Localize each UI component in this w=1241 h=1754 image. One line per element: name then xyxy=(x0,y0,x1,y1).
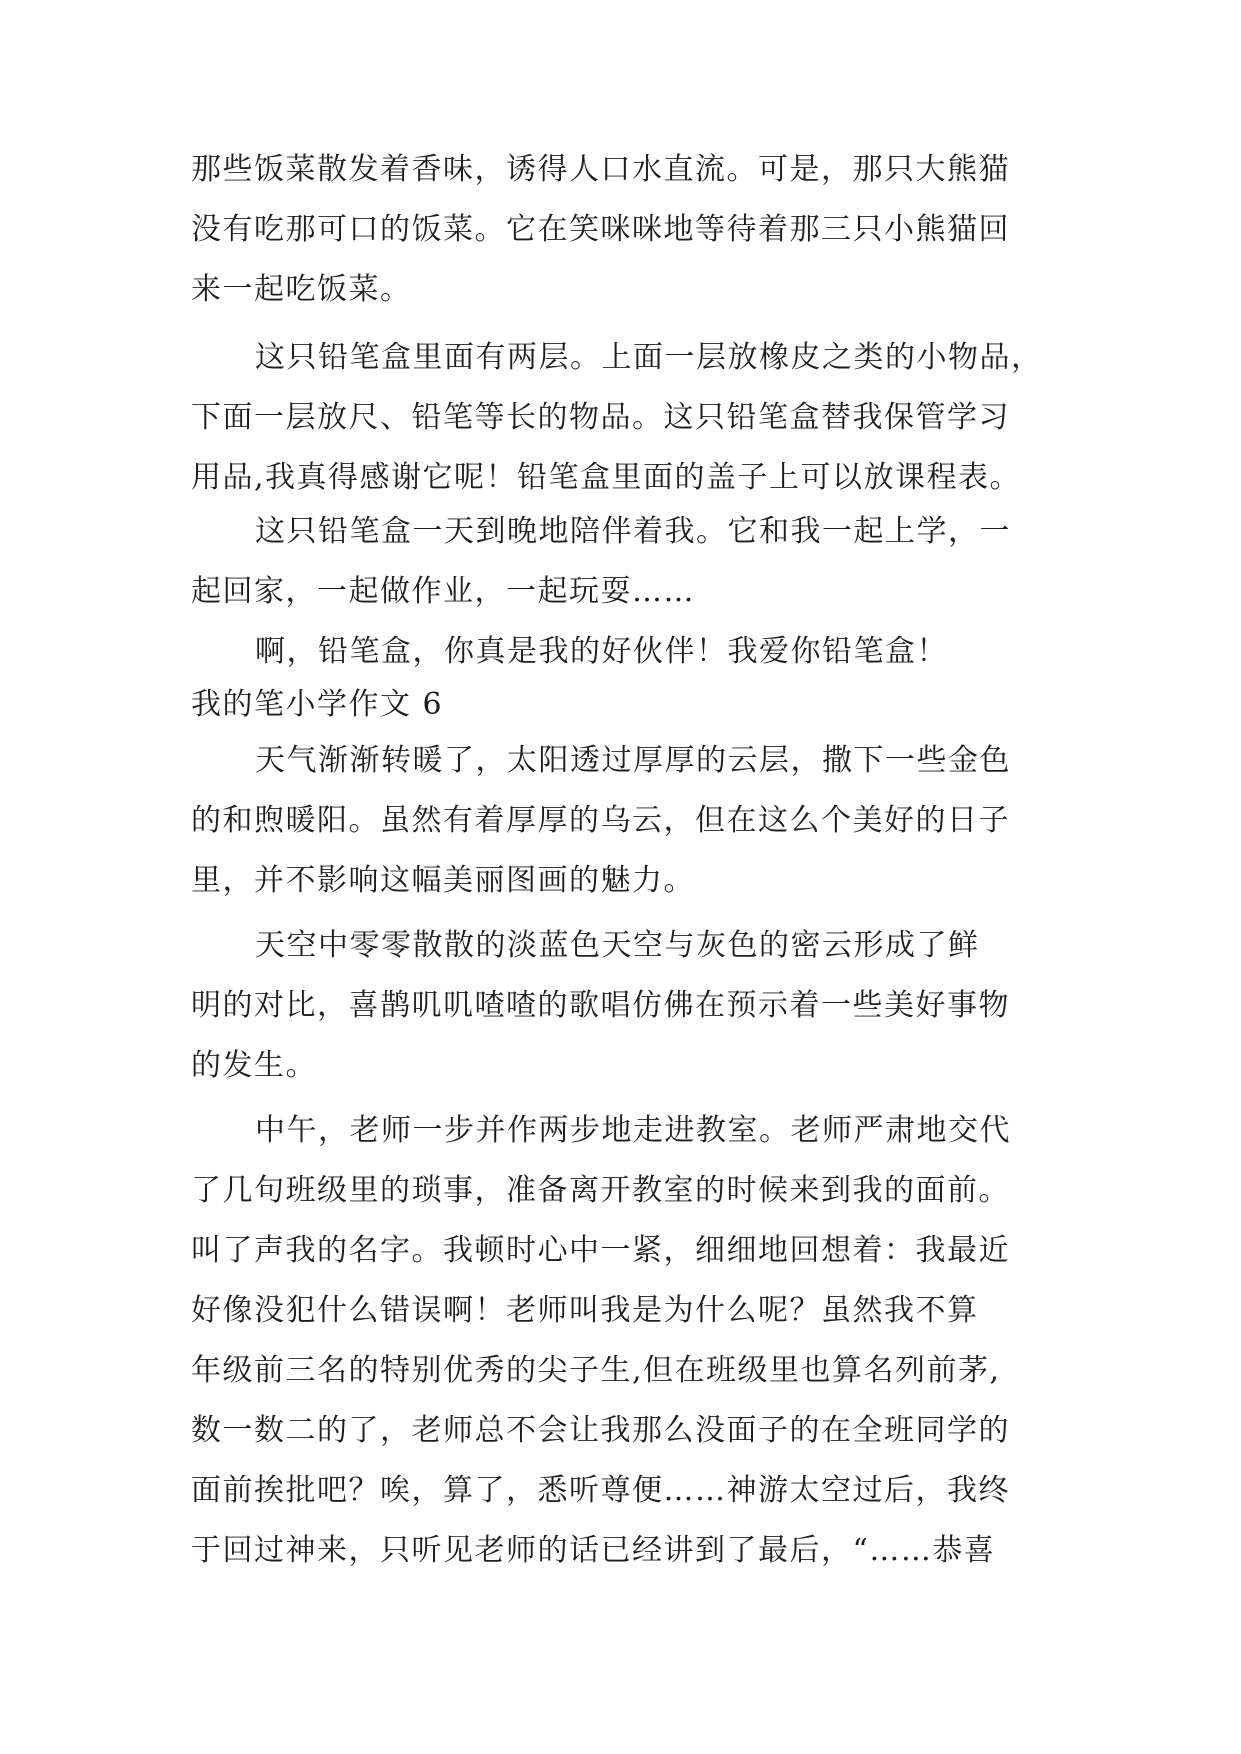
paragraph-first-line: 中午，老师一步并作两步地走进教室。老师严肃地交代 xyxy=(255,1113,1011,1148)
text-line: 起回家，一起做作业，一起玩耍…… xyxy=(191,574,695,609)
text-line: 于回过神来，只听见老师的话已经讲到了最后，“……恭喜 xyxy=(191,1533,996,1568)
text-line: 里，并不影响这幅美丽图画的魅力。 xyxy=(191,863,695,898)
section-heading: 我的笔小学作文 6 xyxy=(191,687,444,722)
text-line: 明的对比，喜鹊叽叽喳喳的歌唱仿佛在预示着一些美好事物 xyxy=(191,988,1010,1023)
text-line: 的发生。 xyxy=(191,1048,317,1083)
text-line: 叫了声我的名字。我顿时心中一紧，细细地回想着：我最近 xyxy=(191,1233,1010,1268)
text-line: 年级前三名的特别优秀的尖子生,但在班级里也算名列前茅, xyxy=(191,1353,1001,1388)
text-line: 好像没犯什么错误啊！老师叫我是为什么呢？虽然我不算 xyxy=(191,1293,979,1328)
text-line: 用品,我真得感谢它呢！铅笔盒里面的盖子上可以放课程表。 xyxy=(191,460,1022,495)
text-line: 的和煦暖阳。虽然有着厚厚的乌云，但在这么个美好的日子 xyxy=(191,803,1010,838)
text-line: 面前挨批吧？唉，算了，悉听尊便……神游太空过后，我终 xyxy=(191,1473,1010,1508)
paragraph-first-line: 天空中零零散散的淡蓝色天空与灰色的密云形成了鲜 xyxy=(255,928,980,963)
text-line: 数一数二的了，老师总不会让我那么没面子的在全班同学的 xyxy=(191,1413,1010,1448)
text-line: 了几句班级里的琐事，准备离开教室的时候来到我的面前。 xyxy=(191,1173,1010,1208)
paragraph-first-line: 啊，铅笔盒，你真是我的好伙伴！我爱你铅笔盒！ xyxy=(255,634,948,669)
paragraph-first-line: 这只铅笔盒里面有两层。上面一层放橡皮之类的小物品， xyxy=(255,340,1043,375)
text-line: 来一起吃饭菜。 xyxy=(191,272,412,307)
paragraph-first-line: 这只铅笔盒一天到晚地陪伴着我。它和我一起上学，一 xyxy=(255,514,1011,549)
text-line: 那些饭菜散发着香味，诱得人口水直流。可是，那只大熊猫 xyxy=(191,152,1010,187)
text-line: 下面一层放尺、铅笔等长的物品。这只铅笔盒替我保管学习 xyxy=(191,400,1010,435)
text-line: 没有吃那可口的饭菜。它在笑咪咪地等待着那三只小熊猫回 xyxy=(191,212,1010,247)
paragraph-first-line: 天气渐渐转暖了，太阳透过厚厚的云层，撒下一些金色 xyxy=(255,743,1011,778)
